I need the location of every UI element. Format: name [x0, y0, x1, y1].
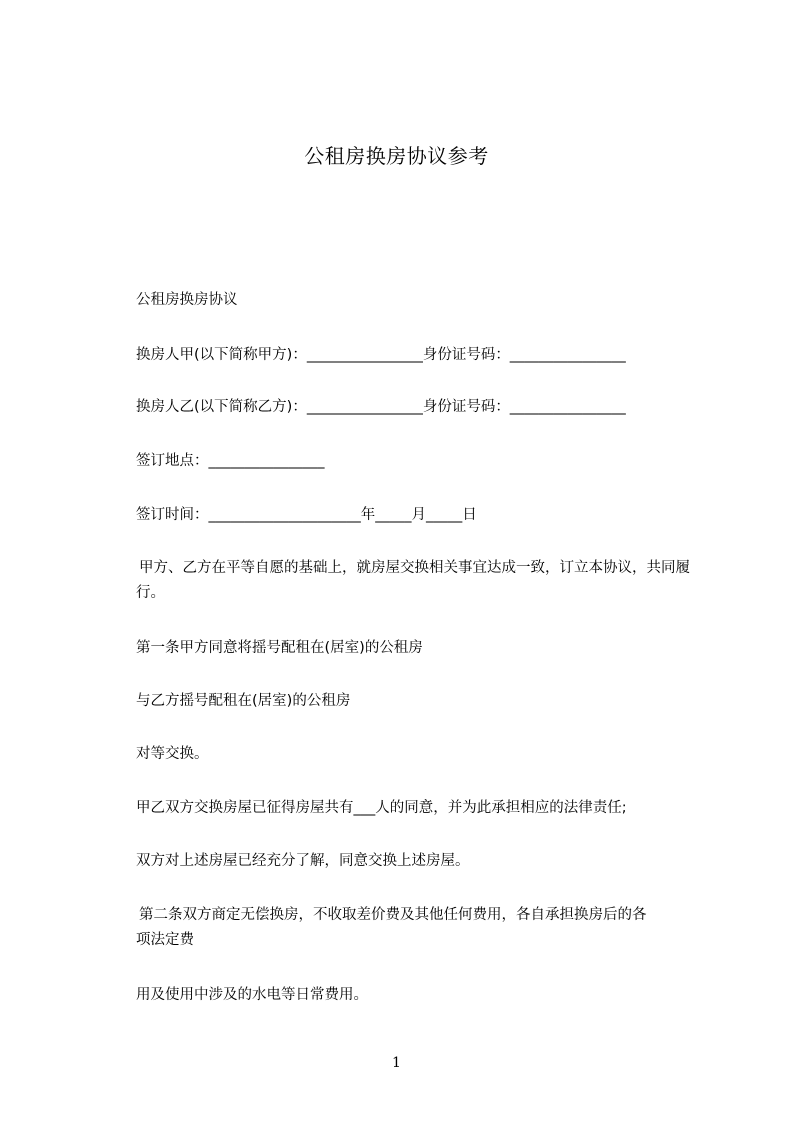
article-1-line-1: 第一条甲方同意将摇号配租在(居室)的公租房	[136, 640, 423, 656]
sign-time-line: 签订时间：_____________________年_____月_____日	[136, 507, 477, 523]
understanding-paragraph: 双方对上述房屋已经充分了解，同意交换上述房屋。	[136, 853, 470, 869]
document-title: 公租房换房协议参考	[304, 144, 489, 168]
article-1-line-2: 与乙方摇号配租在(居室)的公租房	[136, 693, 351, 709]
party-b-line: 换房人乙(以下简称乙方)：________________身份证号码：________________	[136, 399, 626, 415]
consent-paragraph: 甲乙双方交换房屋已征得房屋共有___人的同意，并为此承担相应的法律责任;	[136, 800, 627, 816]
intro-paragraph: 甲方、乙方在平等自愿的基础上，就房屋交换相关事宜达成一致，订立本协议，共同履行。	[136, 560, 690, 601]
article-2-line-2: 用及使用中涉及的水电等日常费用。	[136, 987, 368, 1003]
article-2-line-1: 第二条双方商定无偿换房，不收取差价费及其他任何费用，各自承担换房后的各	[139, 907, 647, 923]
party-a-line: 换房人甲(以下简称甲方)：________________身份证号码：________________	[136, 347, 626, 363]
article-1-line-3: 对等交换。	[136, 746, 209, 762]
article-2-line-2-prefix: 项法定费	[136, 932, 194, 948]
agreement-subtitle: 公租房换房协议	[136, 292, 238, 308]
sign-place-line: 签订地点：________________	[136, 453, 325, 469]
page-number: 1	[392, 1055, 401, 1071]
